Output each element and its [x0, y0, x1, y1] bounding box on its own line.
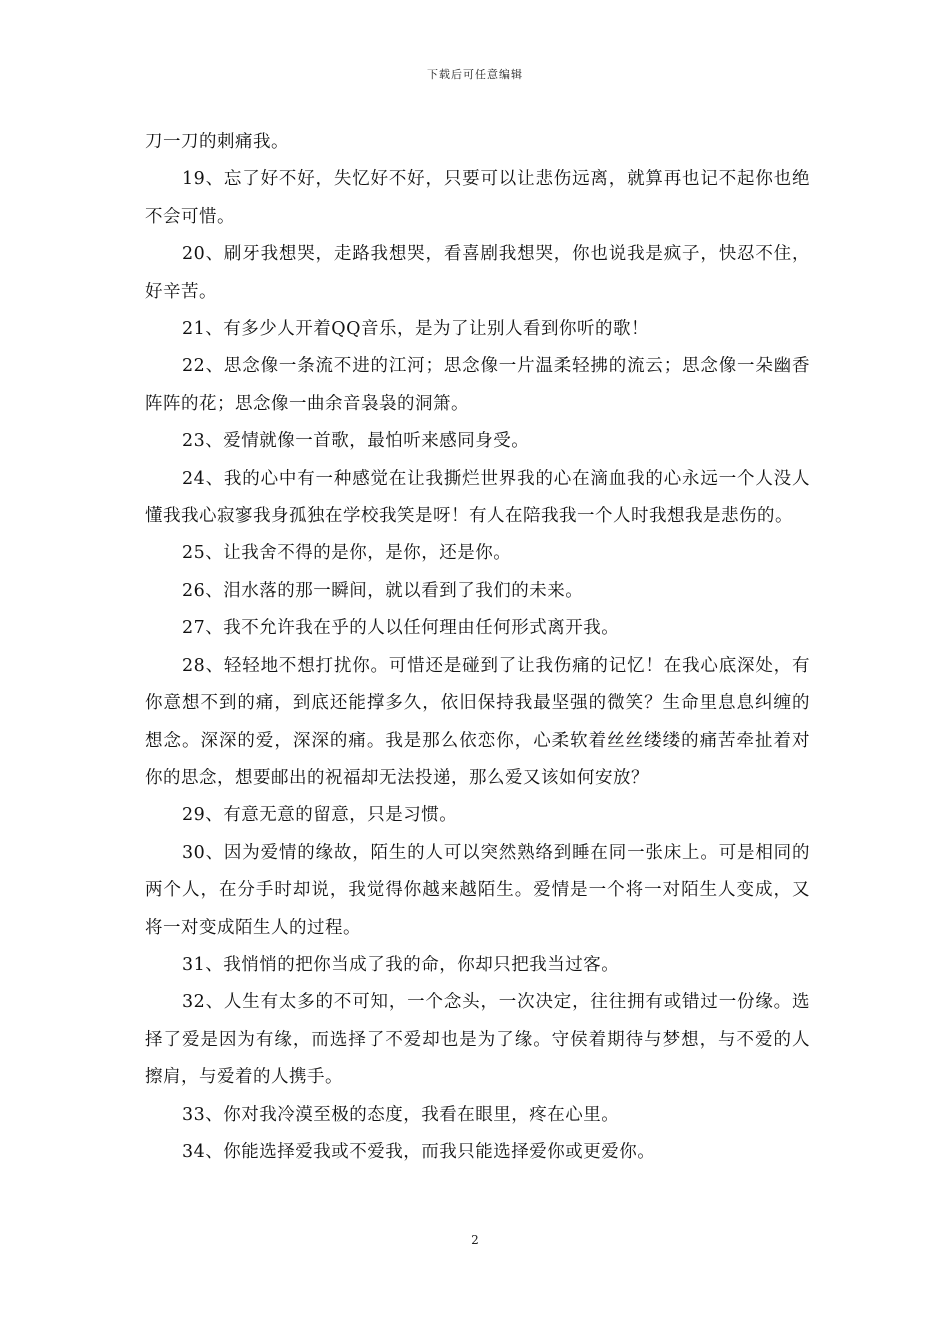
paragraph: 25、让我舍不得的是你，是你，还是你。 [182, 543, 512, 564]
paragraph: 29、有意无意的留意，只是习惯。 [182, 805, 458, 826]
paragraph: 31、我悄悄的把你当成了我的命，你却只把我当过客。 [182, 954, 620, 975]
paragraph: 19、忘了好不好，失忆好不好，只要可以让悲伤远离，就算再也记不起你也绝不会可惜。 [145, 169, 810, 227]
paragraph: 21、有多少人开着QQ音乐，是为了让别人看到你听的歌！ [182, 319, 649, 340]
document-body [145, 124, 810, 1171]
paragraph: 34、你能选择爱我或不爱我，而我只能选择爱你或更爱你。 [182, 1141, 656, 1162]
paragraph: 26、泪水落的那一瞬间，就以看到了我们的未来。 [182, 580, 584, 601]
paragraph: 24、我的心中有一种感觉在让我撕烂世界我的心在滴血我的心永远一个人没人懂我我心寂寥我身孤独在学校我笑是呀！有人在陪我我一个人时我想我是悲伤的。 [145, 468, 810, 527]
paragraph: 20、刷牙我想哭，走路我想哭，看喜剧我想哭，你也说我是疯子，快忍不住，好辛苦。 [145, 244, 810, 302]
page-number: 2 [471, 1233, 479, 1247]
page-header: 下载后可任意编辑 [427, 68, 523, 81]
paragraph: 23、爱情就像一首歌，最怕听来感同身受。 [182, 431, 530, 452]
paragraph: 刀一刀的刺痛我。 [145, 132, 289, 152]
paragraph: 32、人生有太多的不可知，一个念头，一次决定，往往拥有或错过一份缘。选择了爱是因为有缘，而选择了不爱却也是为了缘。守侯着期待与梦想，与不爱的人擦肩，与爱着的人携手。 [145, 992, 810, 1088]
paragraph: 33、你对我冷漠至极的态度，我看在眼里，疼在心里。 [182, 1104, 620, 1125]
paragraph: 27、我不允许我在乎的人以任何理由任何形式离开我。 [182, 618, 620, 639]
paragraph: 28、轻轻地不想打扰你。可惜还是碰到了让我伤痛的记忆！在我心底深处，有你意想不到的痛，到底还能撑多久，依旧保持我最坚强的微笑？生命里息息纠缠的想念。深深的爱，深深的痛。我是那么依恋你，心柔软着丝丝缕缕的痛苦牵扯着对你的思念，想要邮出的祝福却无法投递，那么爱又该如何安放？ [145, 655, 810, 788]
paragraph: 22、思念像一条流不进的江河；思念像一片温柔轻拂的流云；思念像一朵幽香阵阵的花；思念像一曲余音袅袅的洞箫。 [145, 356, 810, 414]
paragraph: 30、因为爱情的缘故，陌生的人可以突然熟络到睡在同一张床上。可是相同的两个人，在分手时却说，我觉得你越来越陌生。爱情是一个将一对陌生人变成，又将一对变成陌生人的过程。 [145, 842, 810, 938]
